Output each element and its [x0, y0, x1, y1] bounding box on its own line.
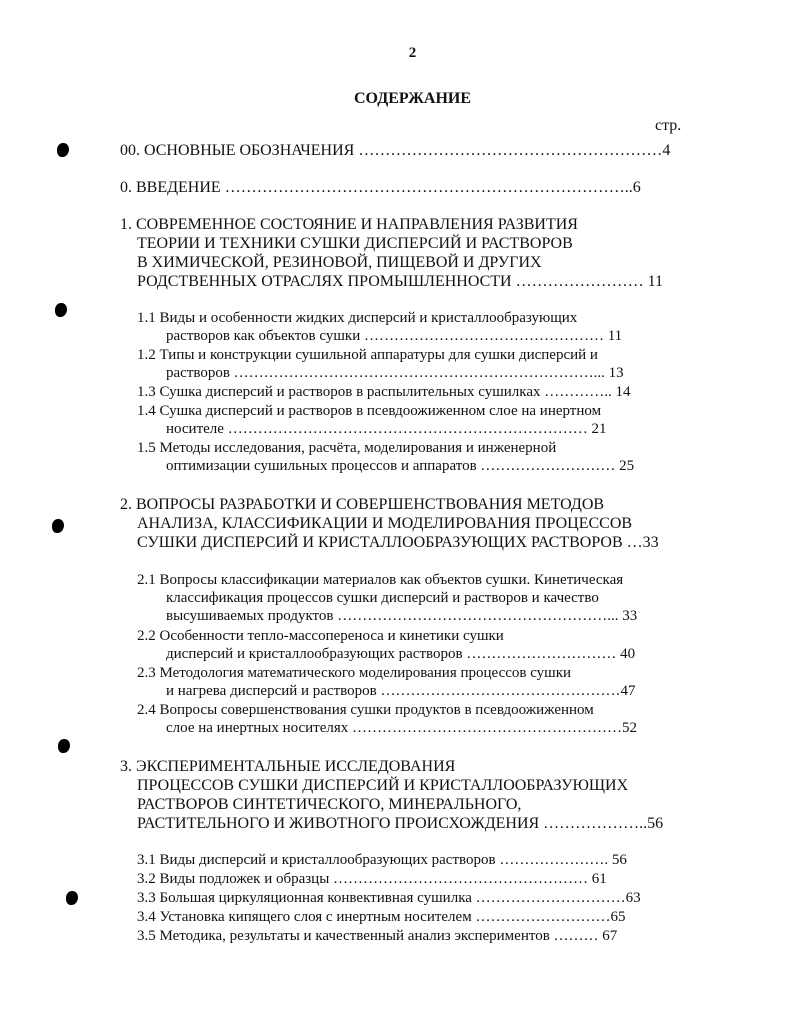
toc-chapter-3-line[interactable]: ПРОЦЕССОВ СУШКИ ДИСПЕРСИЙ И КРИСТАЛЛООБРАЗУЮЩИХ: [137, 777, 629, 794]
toc-section-3-5[interactable]: 3.5 Методика, результаты и качественный анализ экспериментов ……… 67: [137, 928, 618, 944]
binder-hole-mark: [57, 143, 69, 157]
toc-chapter-1-line[interactable]: ТЕОРИИ И ТЕХНИКИ СУШКИ ДИСПЕРСИЙ И РАСТВОРОВ: [137, 235, 573, 252]
toc-section-3-4[interactable]: 3.4 Установка кипящего слоя с инертным носителем ………………………65: [137, 909, 626, 925]
toc-section-3-1[interactable]: 3.1 Виды дисперсий и кристаллообразующих растворов …………………. 56: [137, 852, 627, 868]
binder-hole-mark: [55, 303, 67, 317]
toc-chapter-3-line[interactable]: 3. ЭКСПЕРИМЕНТАЛЬНЫЕ ИССЛЕДОВАНИЯ: [120, 758, 456, 775]
toc-chapter-2-line[interactable]: СУШКИ ДИСПЕРСИЙ И КРИСТАЛЛООБРАЗУЮЩИХ РАСТВОРОВ …33: [137, 534, 659, 551]
toc-section-2-4-cont[interactable]: слое на инертных носителях ………………………………………………52: [166, 720, 638, 736]
page-title: СОДЕРЖАНИЕ: [353, 90, 472, 107]
toc-chapter-1-line[interactable]: В ХИМИЧЕСКОЙ, РЕЗИНОВОЙ, ПИЩЕВОЙ И ДРУГИХ: [137, 254, 542, 271]
toc-section-1-4-cont[interactable]: носителе ……………………………………………………………… 21: [166, 421, 607, 437]
toc-section-2-4[interactable]: 2.4 Вопросы совершенствования сушки продуктов в псевдоожиженном: [137, 702, 594, 718]
toc-section-2-2-cont[interactable]: дисперсий и кристаллообразующих растворов ………………………… 40: [166, 646, 636, 662]
toc-section-1-1-cont[interactable]: растворов как объектов сушки ………………………………………… 11: [166, 328, 623, 344]
toc-section-2-1[interactable]: 2.1 Вопросы классификации материалов как объектов сушки. Кинетическая: [137, 572, 624, 588]
toc-section-1-2[interactable]: 1.2 Типы и конструкции сушильной аппаратуры для сушки дисперсий и: [137, 347, 598, 363]
toc-section-2-2[interactable]: 2.2 Особенности тепло-массопереноса и кинетики сушки: [137, 628, 504, 644]
toc-section-1-5-cont[interactable]: оптимизации сушильных процессов и аппаратов ……………………… 25: [166, 458, 635, 474]
toc-chapter-3-line[interactable]: РАСТИТЕЛЬНОГО И ЖИВОТНОГО ПРОИСХОЖДЕНИЯ ………………..56: [137, 815, 664, 832]
toc-section-1-5[interactable]: 1.5 Методы исследования, расчёта, моделирования и инженерной: [137, 440, 557, 456]
toc-section-1-1[interactable]: 1.1 Виды и особенности жидких дисперсий и кристаллообразующих: [137, 310, 578, 326]
toc-section-3-3[interactable]: 3.3 Большая циркуляционная конвективная сушилка …………………………63: [137, 890, 641, 906]
toc-chapter-2-line[interactable]: АНАЛИЗА, КЛАССИФИКАЦИИ И МОДЕЛИРОВАНИЯ ПРОЦЕССОВ: [137, 515, 633, 532]
toc-section-2-1-cont[interactable]: высушиваемых продуктов ………………………………………………... 33: [166, 608, 638, 624]
binder-hole-mark: [66, 891, 78, 905]
toc-section-1-3[interactable]: 1.3 Сушка дисперсий и растворов в распылительных сушилках ………….. 14: [137, 384, 631, 400]
toc-section-1-4[interactable]: 1.4 Сушка дисперсий и растворов в псевдоожиженном слое на инертном: [137, 403, 602, 419]
toc-section-2-3-cont[interactable]: и нагрева дисперсий и растворов …………………………………………47: [166, 683, 636, 699]
toc-introduction[interactable]: 0. ВВЕДЕНИЕ …………………………………………………………………..6: [120, 179, 641, 196]
toc-chapter-1-line[interactable]: РОДСТВЕННЫХ ОТРАСЛЯХ ПРОМЫШЛЕННОСТИ …………………… 11: [137, 273, 663, 290]
toc-section-1-2-cont[interactable]: растворов ………………………………………………………………... 13: [166, 365, 624, 381]
toc-section-2-3[interactable]: 2.3 Методология математического моделирования процессов сушки: [137, 665, 572, 681]
binder-hole-mark: [52, 519, 64, 533]
toc-chapter-1-line[interactable]: 1. СОВРЕМЕННОЕ СОСТОЯНИЕ И НАПРАВЛЕНИЯ РАЗВИТИЯ: [120, 216, 578, 233]
toc-notation[interactable]: 00. ОСНОВНЫЕ ОБОЗНАЧЕНИЯ …………………………………………………4: [120, 142, 671, 159]
toc-chapter-3-line[interactable]: РАСТВОРОВ СИНТЕТИЧЕСКОГО, МИНЕРАЛЬНОГО,: [137, 796, 522, 813]
page-number: 2: [408, 45, 417, 61]
toc-chapter-2-line[interactable]: 2. ВОПРОСЫ РАЗРАБОТКИ И СОВЕРШЕНСТВОВАНИЯ МЕТОДОВ: [120, 496, 605, 513]
toc-section-2-1-cont[interactable]: классификация процессов сушки дисперсий и растворов и качество: [166, 590, 599, 606]
page-column-label: стр.: [655, 117, 682, 134]
toc-section-3-2[interactable]: 3.2 Виды подложек и образцы …………………………………………… 61: [137, 871, 607, 887]
binder-hole-mark: [58, 739, 70, 753]
